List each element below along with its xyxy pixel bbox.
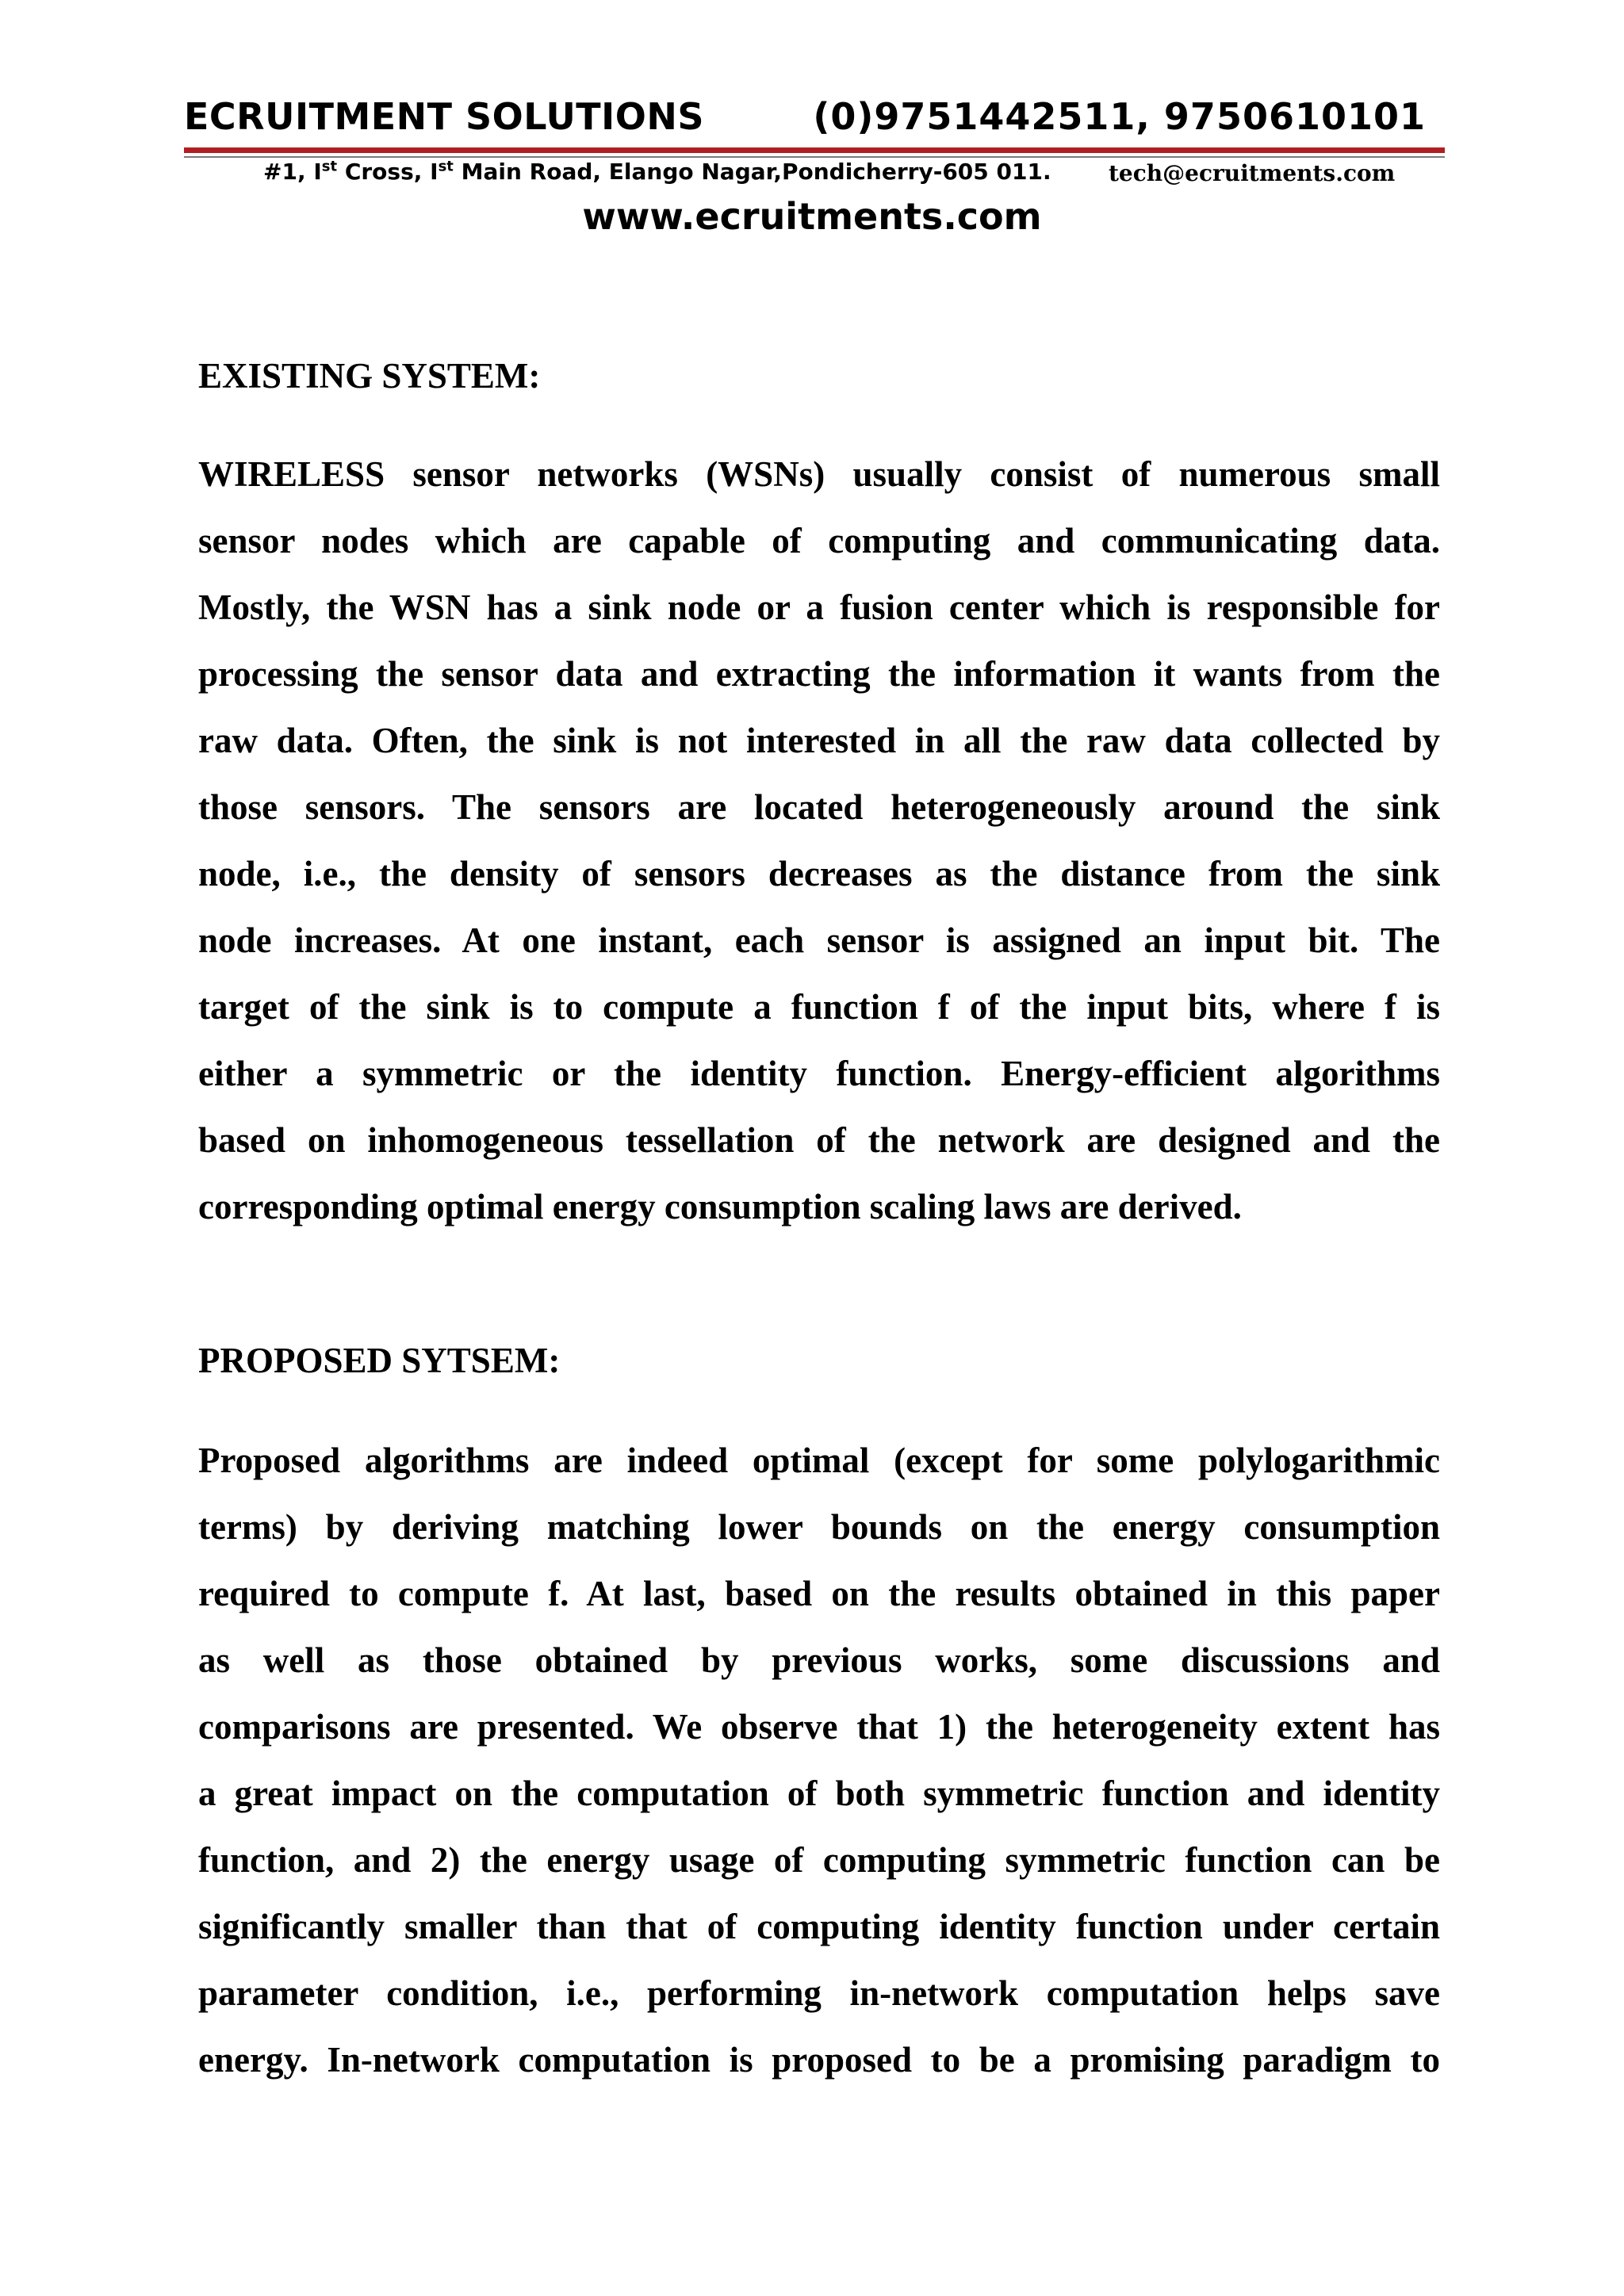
company-phone: (0)9751442511, 9750610101 (813, 95, 1426, 138)
company-address (263, 159, 1051, 185)
paragraph-line: sensor nodes which are capable of computing and communicating data. (198, 521, 1440, 561)
paragraph-line: terms) by deriving matching lower bounds on the energy consumption (198, 1507, 1440, 1547)
paragraph-line: those sensors. The sensors are located heterogeneously around the sink (198, 787, 1440, 827)
paragraph-line: required to compute f. At last, based on the results obtained in this paper (198, 1574, 1440, 1613)
header-rule-thin (184, 156, 1445, 158)
paragraph-line: node increases. At one instant, each sensor is assigned an input bit. The (198, 920, 1440, 960)
paragraph-line: parameter condition, i.e., performing in-network computation helps save (198, 1973, 1440, 2013)
company-name: ECRUITMENT SOLUTIONS (184, 95, 705, 138)
address-sup-1: st (321, 158, 338, 175)
address-part-3: Main Road, Elango Nagar,Pondicherry-605 011. (453, 159, 1051, 185)
paragraph-line: corresponding optimal energy consumption scaling laws are derived. (198, 1187, 1242, 1226)
address-sup-2: st (438, 158, 454, 175)
address-part-2: Cross, I (337, 159, 439, 185)
proposed-system-heading: PROPOSED SYTSEM: (198, 1341, 561, 1380)
paragraph-line: target of the sink is to compute a function f of the input bits, where f is (198, 987, 1440, 1027)
paragraph-line: significantly smaller than that of computing identity function under certain (198, 1907, 1440, 1946)
paragraph-line: function, and 2) the energy usage of computing symmetric function can be (198, 1840, 1440, 1880)
paragraph-line: either a symmetric or the identity function. Energy-efficient algorithms (198, 1054, 1440, 1093)
paragraph-line: a great impact on the computation of both symmetric function and identity (198, 1774, 1440, 1813)
paragraph-line: processing the sensor data and extracting the information it wants from the (198, 654, 1440, 694)
paragraph-line: as well as those obtained by previous works, some discussions and (198, 1640, 1440, 1680)
existing-system-heading: EXISTING SYSTEM: (198, 356, 541, 396)
paragraph-line: WIRELESS sensor networks (WSNs) usually consist of numerous small (198, 454, 1440, 494)
paragraph-line: raw data. Often, the sink is not interested in all the raw data collected by (198, 721, 1440, 760)
paragraph-line: node, i.e., the density of sensors decreases as the distance from the sink (198, 854, 1440, 894)
paragraph-line: Mostly, the WSN has a sink node or a fusion center which is responsible for (198, 587, 1440, 627)
company-website: www.ecruitments.com (582, 195, 1042, 238)
existing-system-paragraph (198, 441, 1440, 1240)
address-part-1: #1, I (263, 159, 322, 185)
paragraph-line: energy. In-network computation is proposed to be a promising paradigm to (198, 2040, 1440, 2080)
proposed-system-paragraph (198, 1427, 1440, 2093)
company-email: tech@ecruitments.com (1109, 160, 1396, 186)
paragraph-line: based on inhomogeneous tessellation of the network are designed and the (198, 1120, 1440, 1160)
paragraph-line: Proposed algorithms are indeed optimal (except for some polylogarithmic (198, 1441, 1440, 1480)
paragraph-line: comparisons are presented. We observe that 1) the heterogeneity extent has (198, 1707, 1440, 1747)
header-rule (184, 147, 1445, 153)
